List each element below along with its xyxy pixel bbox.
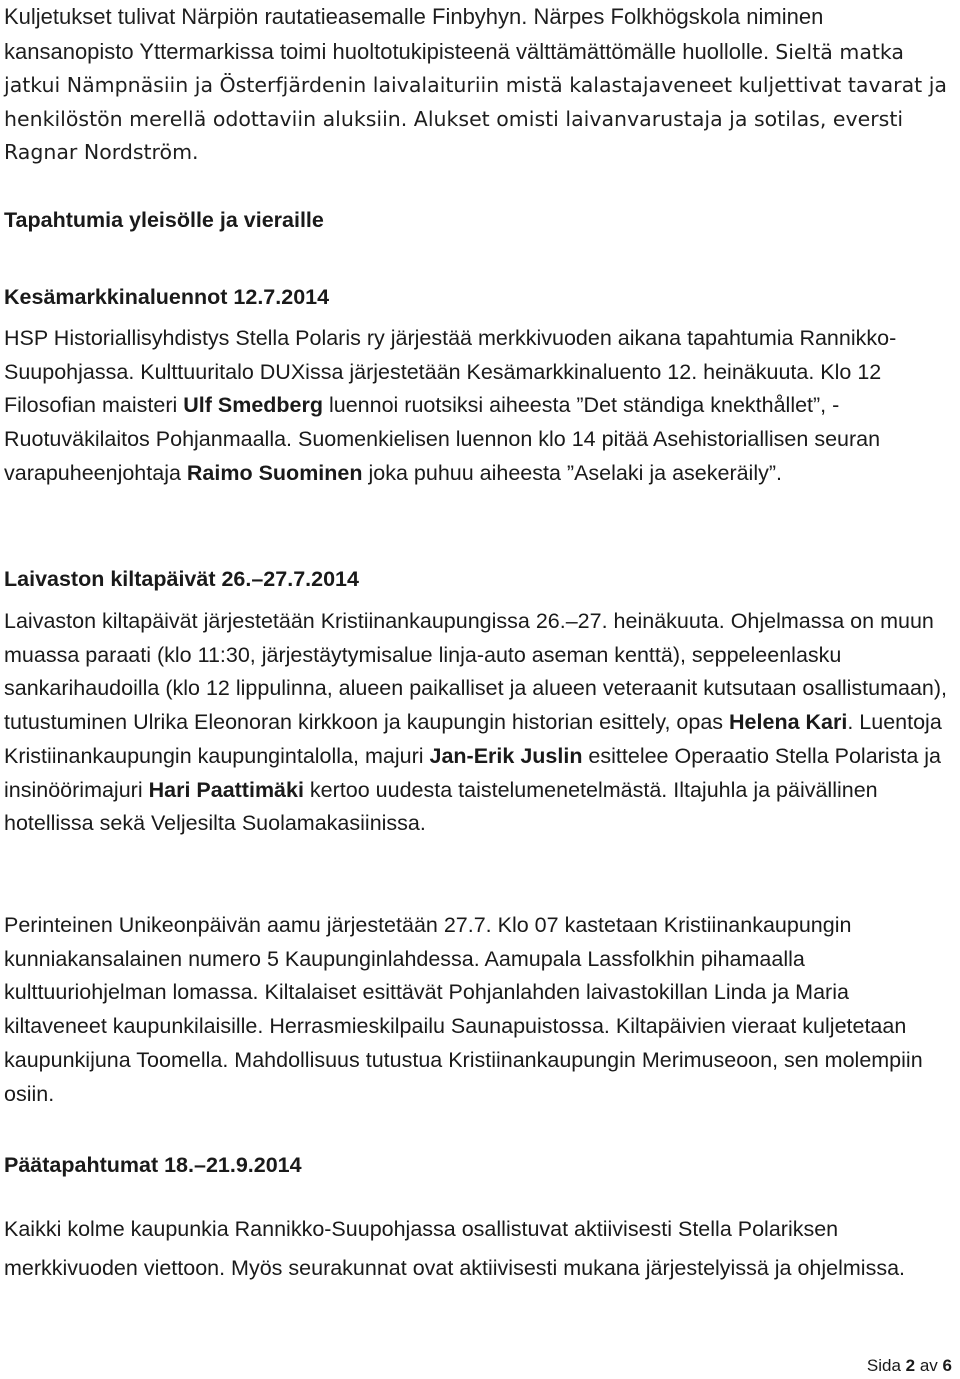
lecture-text-3: joka puhuu aiheesta ”Aselaki ja asekeräily”. [362, 460, 782, 485]
page-separator: av [915, 1356, 943, 1375]
lecture-text-2: luennoi ruotsiksi aiheesta ”Det ständiga knekthållet”, - Ruotuväkilaitos Pohjanmaalla. Suomenkielisen luennon klo 14 pitää Asehistoriallisen seuran varapuheenjohtaja [4, 393, 881, 485]
engineer-name: Hari Paattimäki [148, 777, 304, 802]
main-events-heading: Päätapahtumat 18.–21.9.2014 [4, 1153, 302, 1177]
lecturer-name-2: Raimo Suominen [186, 460, 363, 485]
intro-paragraph [4, 0, 954, 170]
navy-text-3: esittelee Operaatio Stella Polarista ja insinöörimajuri [4, 743, 941, 802]
navy-text-2: . Luentoja Kristiinankaupungin kaupungintalolla, majuri [4, 710, 942, 768]
page-current: 2 [905, 1356, 916, 1375]
page-number [867, 1356, 952, 1376]
major-name: Jan-Erik Juslin [429, 743, 583, 768]
lecture-heading: Kesämarkkinaluennot 12.7.2014 [4, 285, 330, 309]
lecture-paragraph [4, 322, 956, 491]
intro-sentence-1: Kuljetukset tulivat Närpiön rautatieasemalle Finbyhyn. Närpes Folkhögskola niminen kansanopisto Yttermarkissa toimi huoltotukipisteenä välttämättömälle huollolle. [4, 4, 824, 64]
navy-text-1: Laivaston kiltapäivät järjestetään Kristiinankaupungissa 26.–27. heinäkuuta. Ohjelmassa on muun muassa paraati (klo 11:30, järjestäytymisalue linja-auto aseman kenttä), seppeleenlasku sankarihaudoilla (klo 12 lippulinna, alueen paikalliset ja alueen veteraanit kutsutaan osallistumaan), tutustuminen Ulrika Eleonoran kirkkoon ja kaupungin historian esittely, opas [4, 609, 948, 735]
navy-text-4: kertoo uudesta taistelumenetelmästä. Iltajuhla ja päivällinen hotellissa sekä Veljesilta Suolamakasiinissa. [4, 777, 878, 836]
intro-sentence-2: Sieltä matka jatkui Nämpnäsiin ja Österfjärdenin laivalaituriin mistä kalastajaveneet kuljettivat tavarat ja henkilöstön merellä odottaviin aluksiin. Alukset omisti laivanvarustaja ja sotilas, eversti Ragnar Nordström. [4, 39, 947, 164]
navy-paragraph-2: Perinteinen Unikeonpäivän aamu järjestetään 27.7. Klo 07 kastetaan Kristiinankaupungin kunniakansalainen numero 5 Kaupunginlahdessa. Aamupala Lassfolkhin pihamaalla kulttuuriohjelman lomassa. Kiltalaiset esittävät Pohjanlahden laivastokillan Linda ja Maria kiltaveneet kaupunkilaisille. Herrasmieskilpailu Saunapuistossa. Kiltapäivien vieraat kuljetetaan kaupunkijuna Toomella. Mahdollisuus tutustua Kristiinankaupungin Merimuseoon, sen molempiin osiin. [4, 913, 923, 1106]
guide-name: Helena Kari [729, 710, 848, 735]
main-events-paragraph: Kaikki kolme kaupunkia Rannikko-Suupohjassa osallistuvat aktiivisesti Stella Polariksen merkkivuoden viettoon. Myös seurakunnat ovat aktiivisesti mukana järjestelyissä ja ohjelmissa. [4, 1217, 906, 1280]
lecturer-name-1: Ulf Smedberg [183, 393, 324, 418]
page-prefix: Sida [866, 1356, 906, 1375]
lecture-text-1: HSP Historiallisyhdistys Stella Polaris ry järjestää merkkivuoden aikana tapahtumia Rannikko-Suupohjassa. Kulttuuritalo DUXissa järjestetään Kesämarkkinaluento 12. heinäkuuta. Klo 12 Filosofian maisteri [4, 326, 897, 418]
events-heading: Tapahtumia yleisölle ja vieraille [4, 208, 324, 232]
navy-paragraph [4, 605, 956, 841]
navy-heading: Laivaston kiltapäivät 26.–27.7.2014 [4, 567, 359, 591]
page-total: 6 [942, 1356, 952, 1375]
